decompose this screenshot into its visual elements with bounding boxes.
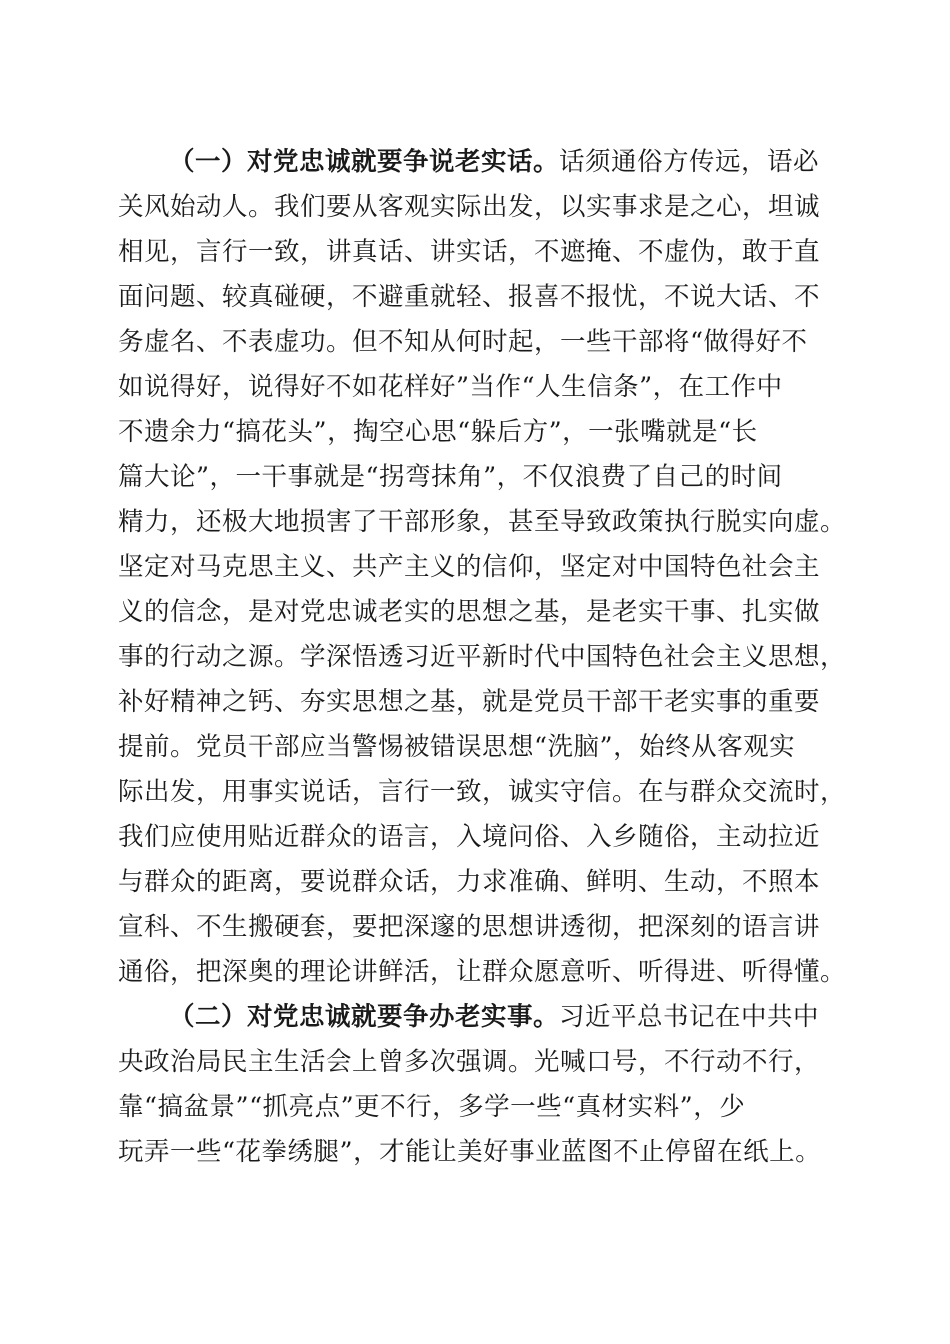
text-line: 相见，言行一致，讲真话、讲实话，不遮掩、不虚伪，敢于直 [118,237,821,267]
section2-heading: （二）对党忠诚就要争办老实事。 [169,1002,560,1032]
text-line: 宣科、不生搬硬套，要把深邃的思想讲透彻，把深刻的语言讲 [118,912,821,942]
section1-first-line [118,140,830,185]
text-line: 义的信念，是对党忠诚老实的思想之基，是老实干事、扎实做 [118,597,821,627]
text-line: 篇大论”，一干事就是“拐弯抹角”，不仅浪费了自己的时间 [118,462,783,492]
text-line: 玩弄一些“花拳绣腿”，才能让美好事业蓝图不止停留在纸上。 [118,1137,822,1167]
text-line: 央政治局民主生活会上曾多次强调。光喊口号，不行动不行， [118,1047,821,1077]
section1-heading: （一）对党忠诚就要争说老实话。 [169,147,560,177]
document-body [118,140,847,1175]
text-line: 坚定对马克思主义、共产主义的信仰，坚定对中国特色社会主 [118,552,821,582]
text-line: 事的行动之源。学深悟透习近平新时代中国特色社会主义思想， [118,642,847,672]
text-line: 际出发，用事实说话，言行一致，诚实守信。在与群众交流时， [118,777,847,807]
text-line: 与群众的距离，要说群众话，力求准确、鲜明、生动，不照本 [118,867,821,897]
text-line: 如说得好，说得好不如花样好”当作“人生信条”，在工作中 [118,372,783,402]
text-line: 精力，还极大地损害了干部形象，甚至导致政策执行脱实向虚。 [118,507,847,537]
text-line: 务虚名、不表虚功。但不知从何时起，一些干部将“做得好不 [118,327,808,357]
section1-first-line-text: 话须通俗方传远，语必 [559,147,820,177]
text-line: 提前。党员干部应当警惕被错误思想“洗脑”，始终从客观实 [118,732,796,762]
section2-first-line [118,995,830,1040]
text-line: 我们应使用贴近群众的语言，入境问俗、入乡随俗，主动拉近 [118,822,821,852]
text-line: 面问题、较真碰硬，不避重就轻、报喜不报忧，不说大话、不 [118,282,821,312]
text-line: 补好精神之钙、夯实思想之基，就是党员干部干老实事的重要 [118,687,821,717]
section2-first-line-text: 习近平总书记在中共中 [559,1002,820,1032]
text-line: 靠“搞盆景”“抓亮点”更不行，多学一些“真材实料”，少 [118,1092,746,1122]
text-line: 不遗余力“搞花头”，掏空心思“躲后方”，一张嘴就是“长 [118,417,758,447]
text-line: 关风始动人。我们要从客观实际出发，以实事求是之心，坦诚 [118,192,821,222]
text-line: 通俗，把深奥的理论讲鲜活，让群众愿意听、听得进、听得懂。 [118,957,847,987]
